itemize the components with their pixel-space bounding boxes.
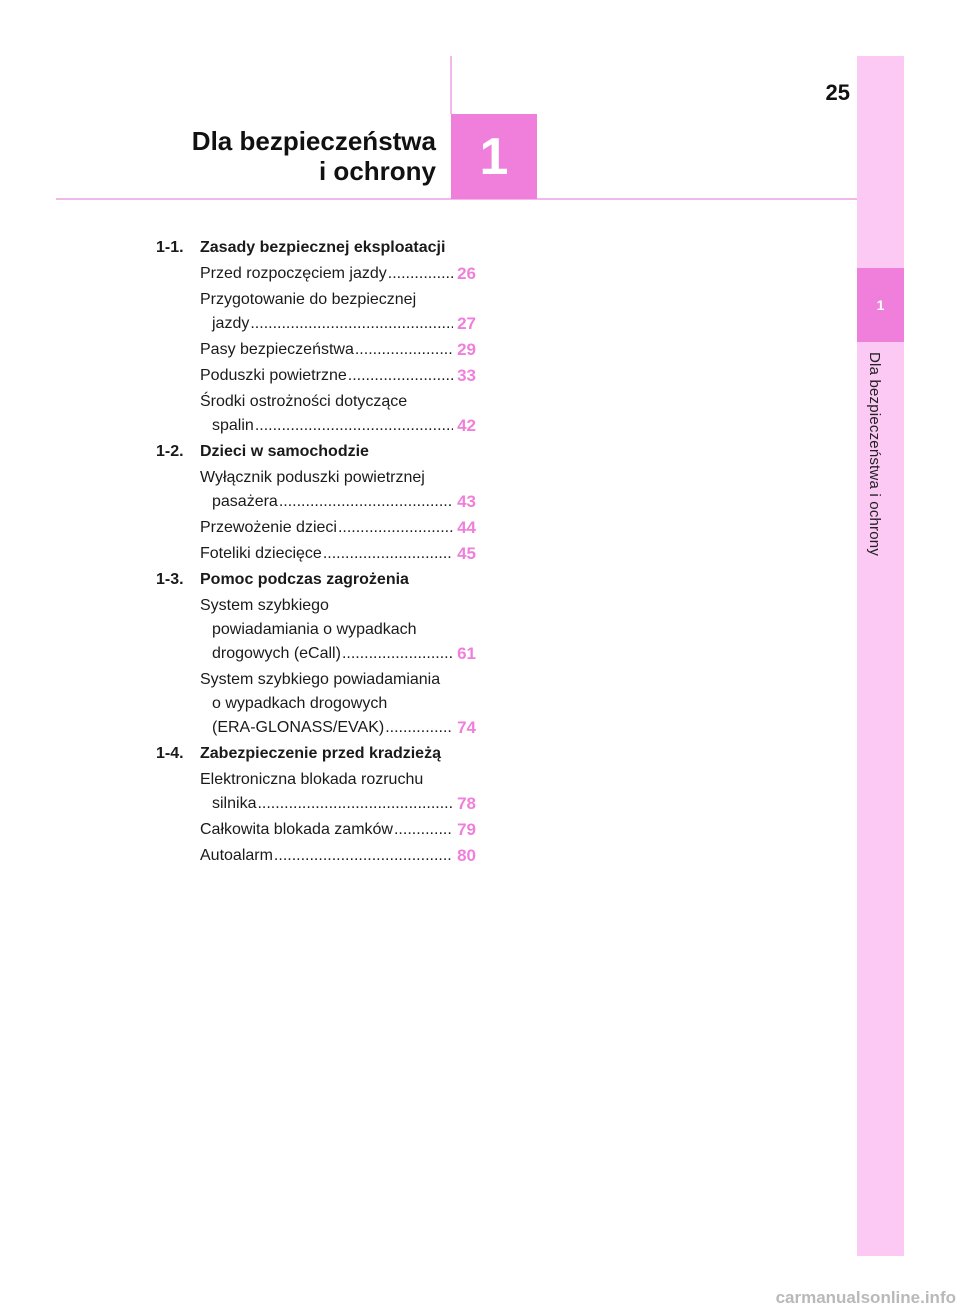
entry-text: Poduszki powietrzne (200, 367, 347, 384)
entry-text: powiadamiania o wypadkach (212, 621, 417, 638)
toc-section-heading (156, 742, 476, 766)
dot-leader (279, 490, 453, 514)
toc-entry[interactable] (200, 364, 476, 388)
entry-text: pasażera (212, 493, 278, 510)
entry-text: System szybkiego (200, 597, 329, 614)
entry-page-link[interactable]: 33 (457, 366, 476, 385)
section-title: Dzieci w samochodzie (200, 443, 369, 460)
dot-leader (257, 792, 453, 816)
toc-entry[interactable] (200, 818, 476, 842)
dot-leader (342, 642, 453, 666)
entry-page-link[interactable]: 80 (457, 846, 476, 865)
entry-page-link[interactable]: 44 (457, 518, 476, 537)
entry-page-link[interactable]: 42 (457, 416, 476, 435)
section-number: 1-2. (156, 443, 184, 460)
entry-text: Wyłącznik poduszki powietrznej (200, 469, 425, 486)
entry-text: Przed rozpoczęciem jazdy (200, 265, 387, 282)
toc-entry[interactable] (200, 542, 476, 566)
entry-text: o wypadkach drogowych (212, 695, 388, 712)
entry-text: jazdy (212, 315, 250, 332)
entry-text: drogowych (eCall) (212, 645, 341, 662)
entry-text: silnika (212, 795, 257, 812)
watermark: carmanualsonline.info (775, 1288, 956, 1307)
toc-section-heading (156, 568, 476, 592)
dot-leader (394, 818, 453, 842)
toc-entry[interactable] (200, 466, 476, 514)
dot-leader (388, 262, 453, 286)
dot-leader (255, 414, 453, 438)
toc-entry[interactable] (200, 668, 476, 740)
entry-page-link[interactable]: 79 (457, 820, 476, 839)
entry-page-link[interactable]: 78 (457, 794, 476, 813)
entry-page-link[interactable]: 29 (457, 340, 476, 359)
toc-section-heading (156, 236, 476, 260)
chapter-number: 1 (479, 127, 509, 186)
toc-entry[interactable] (200, 594, 476, 666)
entry-text: (ERA-GLONASS/EVAK) (212, 719, 385, 736)
header-vertical-rule (450, 56, 452, 114)
section-number: 1-1. (156, 239, 184, 256)
entry-text: Przygotowanie do bezpiecznej (200, 291, 417, 308)
table-of-contents (156, 234, 476, 868)
entry-text: Foteliki dziecięce (200, 545, 322, 562)
toc-entry[interactable] (200, 516, 476, 540)
toc-section-heading (156, 440, 476, 464)
entry-text: Autoalarm (200, 847, 273, 864)
toc-entry[interactable] (200, 262, 476, 286)
side-chapter-tab[interactable] (857, 268, 904, 342)
entry-page-link[interactable]: 45 (457, 544, 476, 563)
dot-leader (355, 338, 453, 362)
entry-text: Całkowita blokada zamków (200, 821, 393, 838)
section-title: Zasady bezpiecznej eksploatacji (200, 239, 446, 256)
dot-leader (338, 516, 453, 540)
entry-text: System szybkiego powiadamiania (200, 671, 441, 688)
dot-leader (323, 542, 453, 566)
entry-text: Środki ostrożności dotyczące (200, 393, 408, 410)
entry-text: Przewożenie dzieci (200, 519, 337, 536)
entry-page-link[interactable]: 26 (457, 264, 476, 283)
dot-leader (348, 364, 453, 388)
section-number: 1-4. (156, 745, 184, 762)
toc-entry[interactable] (200, 338, 476, 362)
entry-text: spalin (212, 417, 254, 434)
section-number: 1-3. (156, 571, 184, 588)
dot-leader (274, 844, 453, 868)
side-chapter-number: 1 (876, 297, 885, 313)
chapter-title-line-1: Dla bezpieczeństwa (191, 126, 436, 156)
entry-text: Pasy bezpieczeństwa (200, 341, 354, 358)
entry-page-link[interactable]: 43 (457, 492, 476, 511)
chapter-title (150, 126, 436, 186)
side-chapter-label: Dla bezpieczeństwa i ochrony (866, 352, 883, 557)
entry-text: Elektroniczna blokada rozruchu (200, 771, 424, 788)
dot-leader (385, 716, 453, 740)
toc-entry[interactable] (200, 390, 476, 438)
entry-page-link[interactable]: 74 (457, 718, 476, 737)
dot-leader (250, 312, 453, 336)
section-title: Pomoc podczas zagrożenia (200, 571, 409, 588)
toc-entry[interactable] (200, 288, 476, 336)
entry-page-link[interactable]: 61 (457, 644, 476, 663)
toc-entry[interactable] (200, 768, 476, 816)
chapter-number-box (451, 114, 537, 199)
page-number: 25 (825, 80, 850, 105)
chapter-title-line-2: i ochrony (318, 156, 436, 186)
entry-page-link[interactable]: 27 (457, 314, 476, 333)
toc-entry[interactable] (200, 844, 476, 868)
side-strip (857, 56, 904, 1256)
section-title: Zabezpieczenie przed kradzieżą (200, 745, 441, 762)
